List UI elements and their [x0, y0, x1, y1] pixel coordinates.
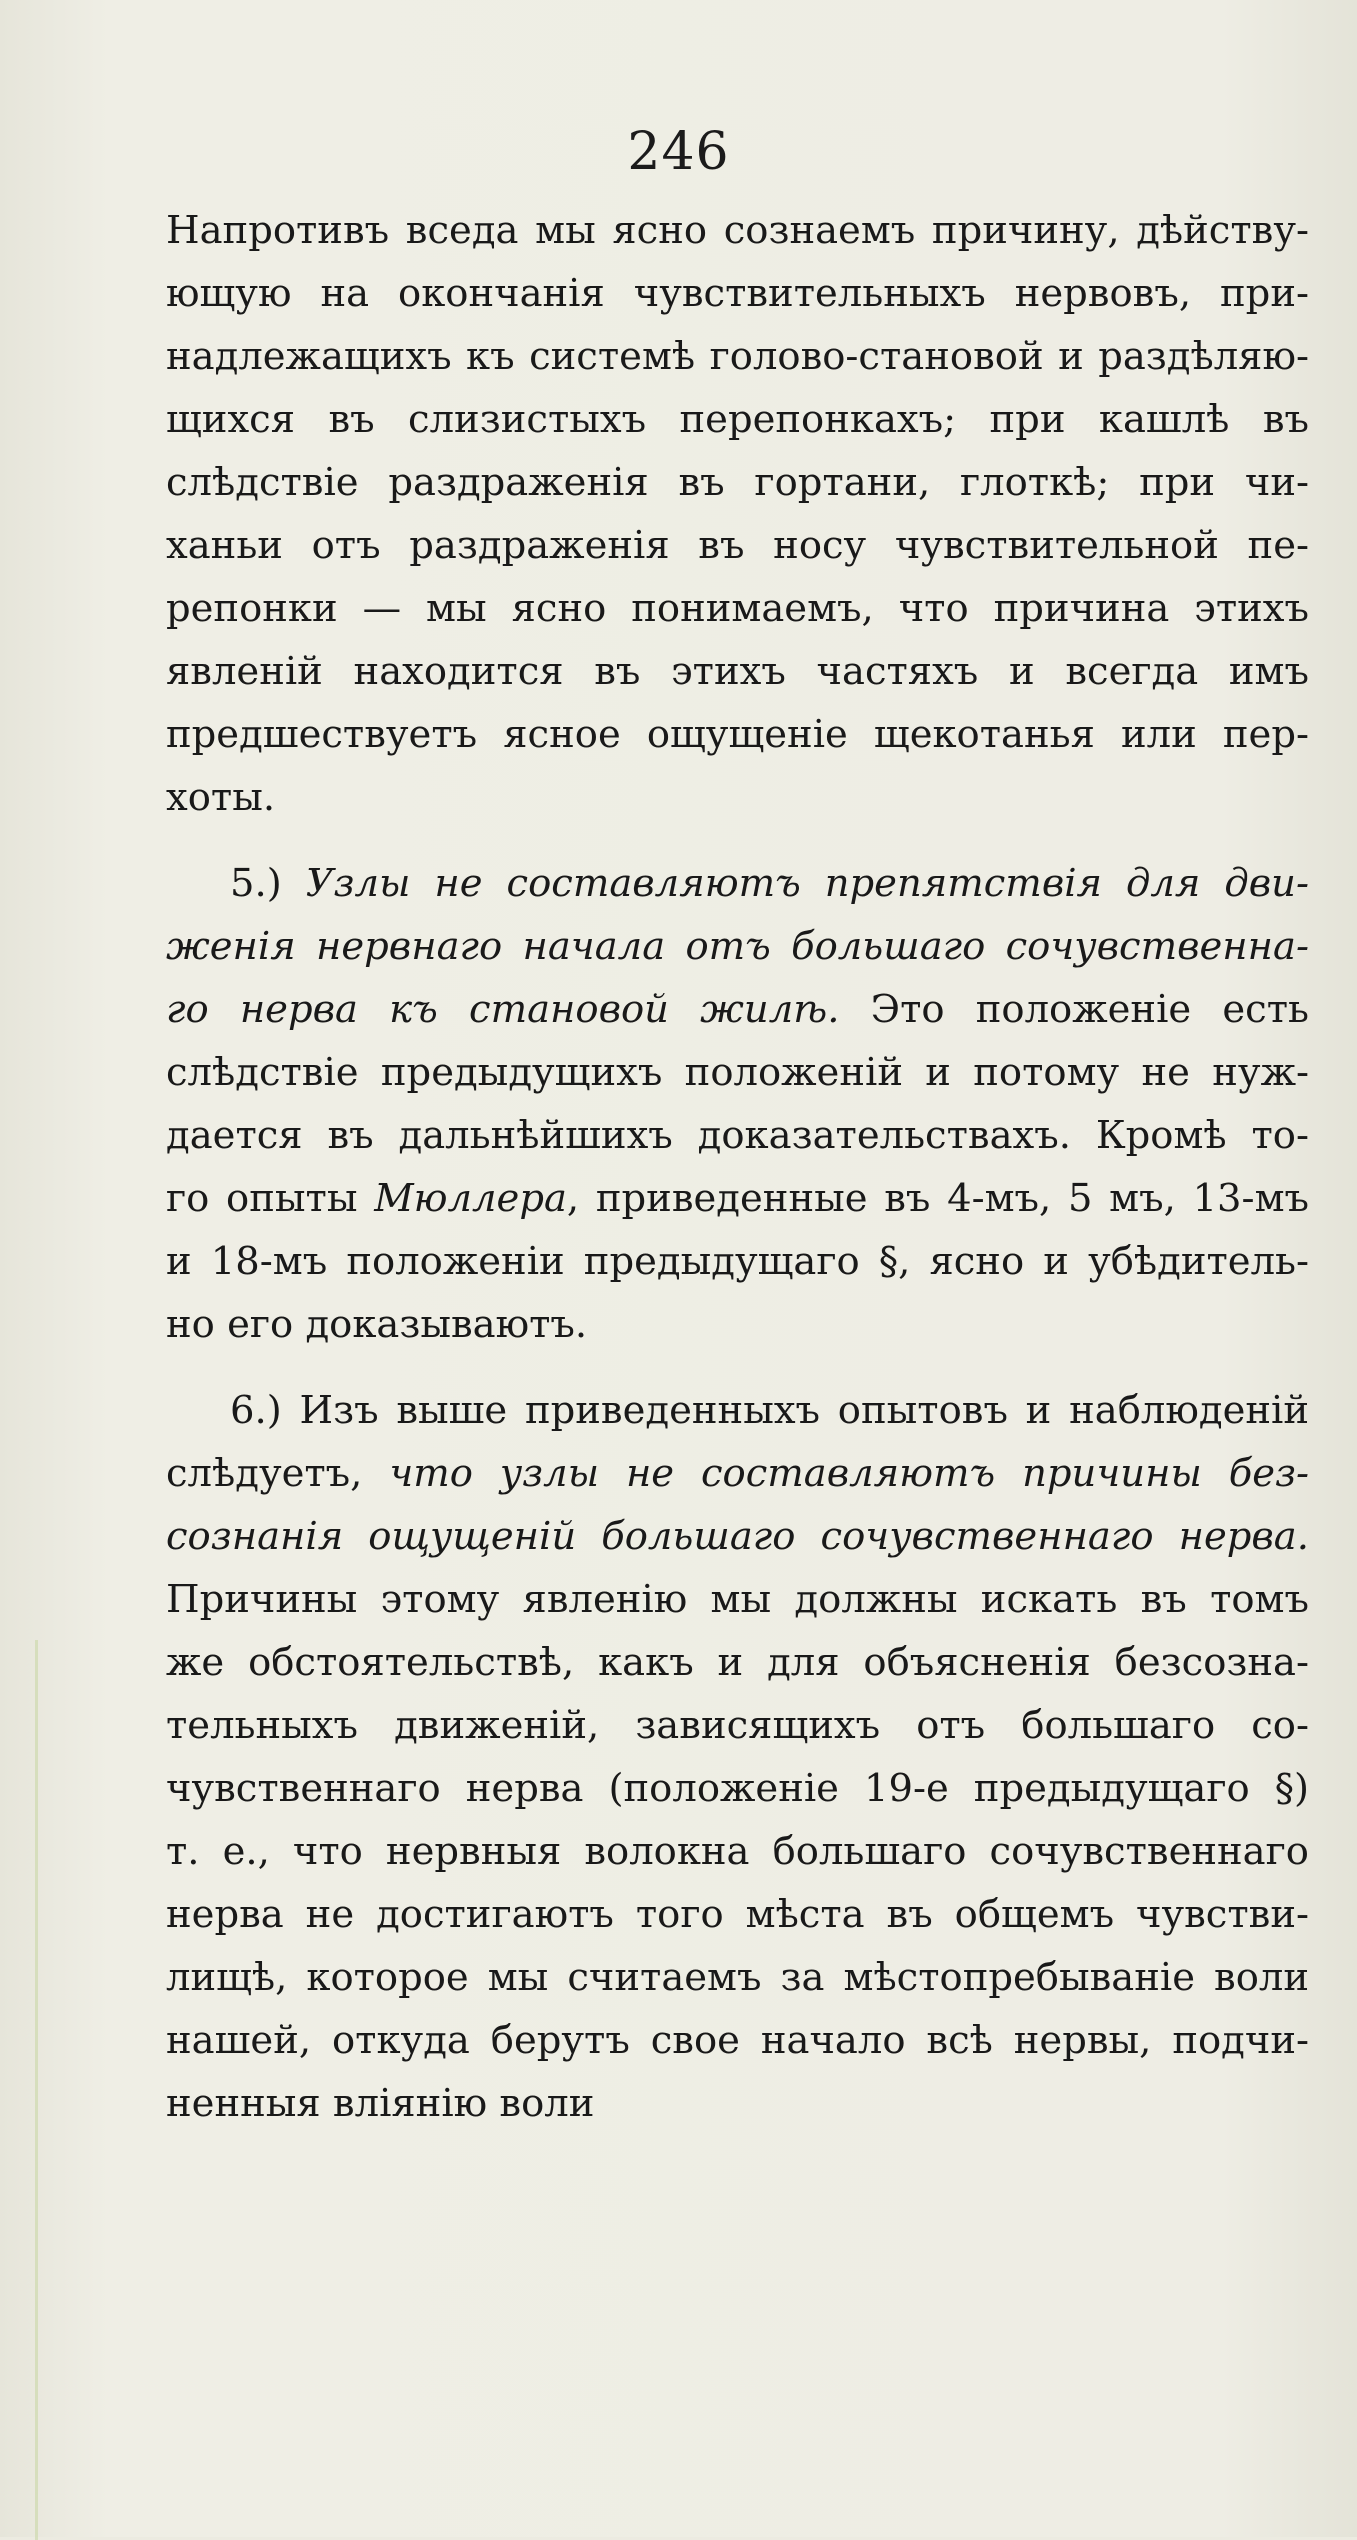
plain-text: , приведенные въ 4-мъ, 5 мъ, 13-мъ — [566, 1176, 1310, 1221]
text-line: же обстоятельствѣ, какъ и для объясненія безсозна- — [166, 1640, 1309, 1685]
text-line: хоты. — [166, 775, 276, 820]
paragraph-5-heading — [230, 861, 1309, 906]
author-name: Мюллера — [374, 1176, 567, 1221]
italic-text: сознанія ощущеній большаго сочувственнаго нерва. — [166, 1514, 1309, 1559]
margin-mark — [35, 1640, 38, 2540]
text-line: слѣдствіе предыдущихъ положеній и потому не нуж- — [166, 1050, 1309, 1095]
text-line: лищѣ, которое мы считаемъ за мѣстопребываніе воли — [166, 1955, 1309, 2000]
text-line: нашей, откуда берутъ свое начало всѣ нервы, подчи- — [166, 2018, 1309, 2063]
text-line: явленій находится въ этихъ частяхъ и всегда имъ — [166, 649, 1309, 694]
text-line — [166, 1451, 1309, 1496]
text-line: репонки — мы ясно понимаемъ, что причина этихъ — [166, 586, 1309, 631]
text-line: ненныя вліянію воли — [166, 2081, 595, 2126]
plain-text: го опыты — [166, 1176, 375, 1221]
text-line — [166, 987, 1309, 1032]
text-line: тельныхъ движеній, зависящихъ отъ большаго со- — [166, 1703, 1309, 1748]
italic-text: женія нервнаго начала отъ большаго сочувственна- — [166, 924, 1309, 969]
text-line: ханьи отъ раздраженія въ носу чувствительной пе- — [166, 523, 1309, 568]
italic-text: Узлы не составляютъ препятствія для дви- — [305, 861, 1309, 906]
plain-text: слѣдуетъ, — [166, 1451, 390, 1496]
text-line: дается въ дальнѣйшихъ доказательствахъ. Кромѣ то- — [166, 1113, 1309, 1158]
text-line — [166, 1514, 1309, 1559]
page-number: 246 — [627, 122, 730, 182]
text-line — [166, 924, 1309, 969]
text-line: щихся въ слизистыхъ перепонкахъ; при кашлѣ въ — [166, 397, 1309, 442]
text-line: но его доказываютъ. — [166, 1302, 588, 1347]
text-line: нерва не достигаютъ того мѣста въ общемъ чувстви- — [166, 1892, 1309, 1937]
text-line — [166, 1176, 1310, 1221]
text-line: и 18-мъ положеніи предыдущаго §, ясно и убѣдитель- — [166, 1239, 1309, 1284]
paragraph-6-heading: 6.) Изъ выше приведенныхъ опытовъ и наблюденій — [230, 1388, 1309, 1433]
text-line: Причины этому явленію мы должны искать въ томъ — [166, 1577, 1309, 1622]
text-line: предшествуетъ ясное ощущеніе щекотанья или пер- — [166, 712, 1309, 757]
text-line: т. е., что нервныя волокна большаго сочувственнаго — [166, 1829, 1309, 1874]
text-line: надлежащихъ къ системѣ голово-становой и раздѣляю- — [166, 334, 1309, 379]
text-line: слѣдствіе раздраженія въ гортани, глоткѣ; при чи- — [166, 460, 1309, 505]
text-line: ющую на окончанія чувствительныхъ нервовъ, при- — [166, 271, 1309, 316]
plain-text: Это положеніе есть — [839, 987, 1309, 1032]
italic-text: го нерва къ становой жилѣ. — [166, 987, 840, 1032]
text-line: Напротивъ вседа мы ясно сознаемъ причину, дѣйству- — [166, 208, 1309, 253]
italic-text: что узлы не составляютъ причины без- — [389, 1451, 1309, 1496]
text-line: чувственнаго нерва (положеніе 19-е предыдущаго §) — [166, 1766, 1309, 1811]
item-number: 5.) — [230, 861, 306, 906]
